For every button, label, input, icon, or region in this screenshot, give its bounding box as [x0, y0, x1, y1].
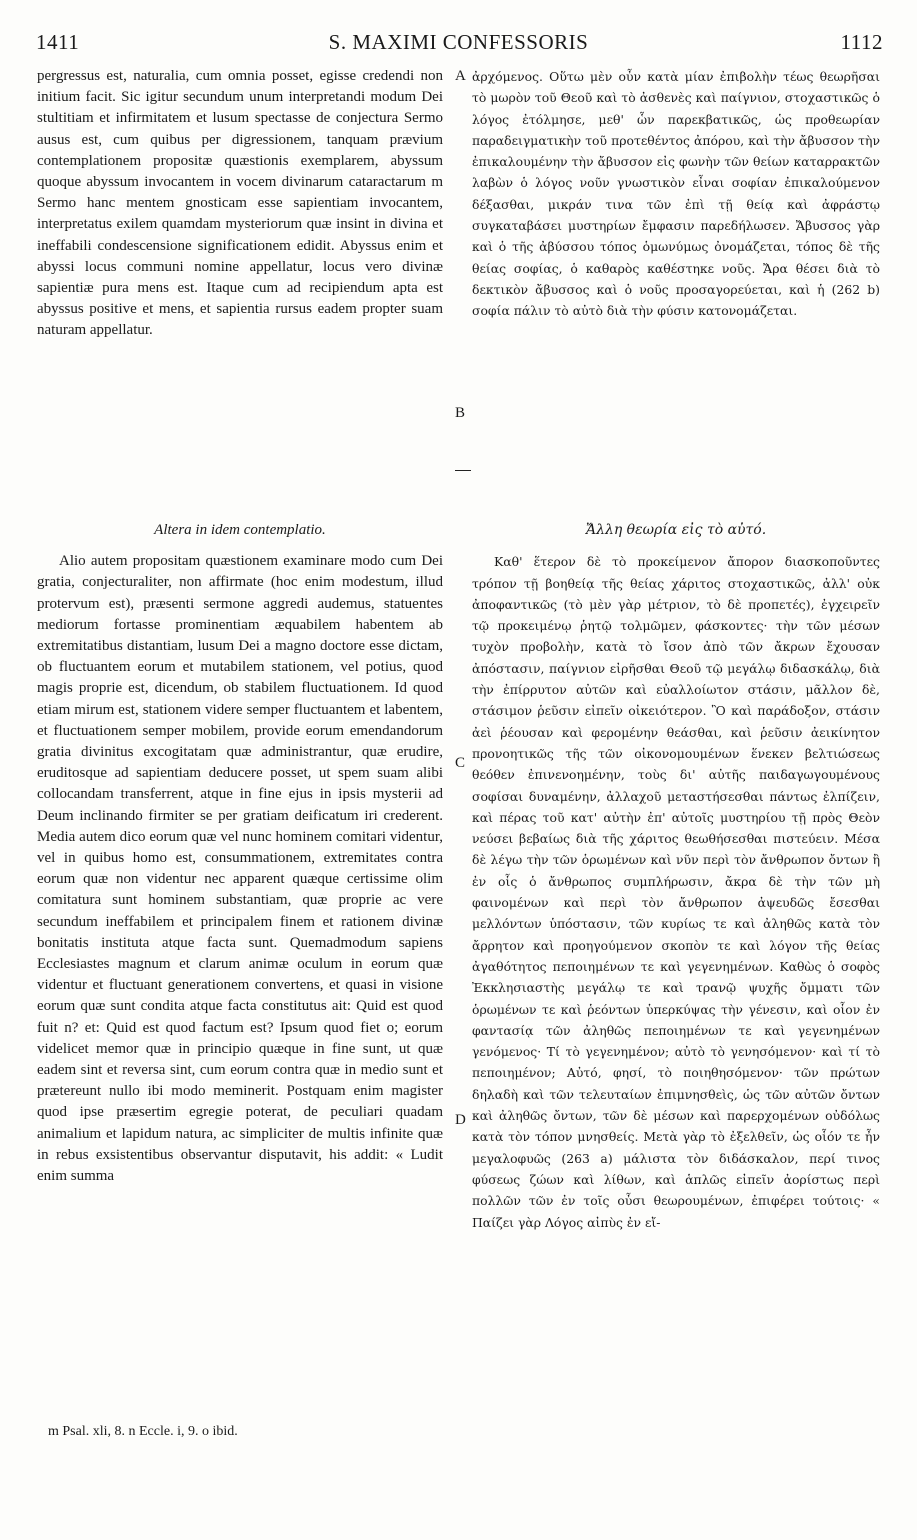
latin-section — [37, 520, 443, 1187]
running-title: S. MAXIMI CONFESSORIS — [328, 30, 589, 54]
latin-opening-text: pergressus est, naturalia, cum omnia posset, egisse credendi non initium facit. Sic igitur secundum unum interpretandi modum Dei stultitiam et infirmitatem et lusum spectasse de conjectura Sermo ausus est, cum quibus per digressionem, tanquam prævium contemplationem propositæ quæstionis exemplarem, abyssum quoque abyssum invocantem in vocem divinarum cataractarum m Sermo hanc mentem gnosticam esse sapientiam invocantem, interpretatus exilem quamdam mysteriorum quæ insint in divina et ineffabili condescensione significationem edidit. Abyssus enim et abyssi locus communi nomine appellatur, locus vero divinæ sapientiæ pura mens est. Itaque cum ad recipiendum apta est abyssus positive et mens, et sapientia rursus eadem propter suam naturam appellatur. — [37, 68, 443, 339]
margin-letter-c: C — [455, 755, 466, 771]
running-header — [28, 30, 889, 64]
left-page-number: 1411 — [36, 30, 80, 54]
footnotes: m Psal. xli, 8. n Eccle. i, 9. o ibid. — [48, 1424, 238, 1439]
greek-opening — [472, 66, 880, 322]
greek-opening-text: ἀρχόμενος. Οὕτω μὲν οὖν κατὰ μίαν ἐπιβολὴν τέως θεωρῆσαι τὸ μωρὸν τοῦ Θεοῦ καὶ τὸ ἀσθενὲς καὶ παίγνιον, στοχαστικῶς ὁ λόγος ἐτόλμησε, μεθ' ὧν παρεκβατικῶς, ὡς προθεωρίαν παραδειγματικὴν τοῦ προτεθέντος ἀπόρου, καὶ τὴν ἄβυσσον τὴν ἐπικαλουμένην τὴν ἄβυσσον εἰς φωνὴν τῶν θείων καταρρακτῶν λαβὼν ὁ λόγος νοῦν γνωστικὸν εἶναι σοφίαν ἐπικαλούμενον δέξασθαι, μικράν τινα τῶν ἐπὶ τῇ θείᾳ καὶ ἀφράστῳ συγκαταβάσει μυστηρίων ἔμφασιν παρεδήλωσεν. Ἄβυσσος γὰρ καὶ ὁ τῆς ἀβύσσου τόπος ὁμωνύμως ὀνομάζεται, τόπος δὲ τῆς θείας σοφίας, ὁ καθαρὸς καθέστηκε νοῦς. Ἄρα θέσει διὰ τὸ δεκτικὸν ἄβυσσος καὶ ὁ νοῦς προσαγορεύεται, καὶ ἡ (262 b) σοφία πάλιν τὸ αὐτὸ διὰ τὴν φύσιν κατονομάζεται. — [472, 69, 880, 319]
greek-section — [472, 520, 880, 1233]
latin-opening — [37, 66, 443, 342]
margin-letter-b: B — [455, 405, 466, 421]
latin-section-text: Alio autem propositam quæstionem examinare modo cum Dei gratia, conjecturaliter, non affirmate (hoc enim modestum, illud protervum est), præsenti sermone aggredi audemus, statuentes mediorum fortasse prominentiam æquabilem habentem ab extremitatibus distantiam, lusum Dei a magno doctore esse dictam, ob fluctuantem eorum et mutabilem stationem, vel potius, quod magis proprie est, dicendum, ob stabilem fluctuationem. Id quod etiam mirum est, stationem videre semper fluctuantem et labentem, et fluctuationem semper mobilem, provide eorum emendandorum gratia divinitus excogitatam quæ administrantur, quæ erudire, eruditosque ad sapientiam deducere posset, ut spem suam alibi collocandam transferrent, atque in fine ejus in ipsis mysterii ad Deum inclinando firmiter se per gratiam deificatum iri crederent. Media autem dico eorum quæ vel nunc hominem comitari videntur, vel in quibus homo est, consummationem, extremitates contra eorum quæ non videntur nec apparent quæque certissime olim comitatura sunt hominem substantiam, quæ proprie ac vere secundum ineffabilem et principalem finem et rationem divinæ bonitatis instituta atque facta sunt. Quemadmodum sapiens Ecclesiastes magnum et clarum animæ oculum in eorum quæ videntur et fluctuant generationem convertens, et quasi in visione eorum quæ sunt condita atque facta constitutus ait: Quid est quod fuit n? et: Quid est quod factum est? Ipsum quod fiet o; eorum videlicet memor quæ in principio quæque in fine sunt, ut quæ eadem sint et reversa sint, cum eorum contra quæ in medio sunt et prætereunt nullo ibi modo meminerit. Postquam enim magister quod ipse præsertim egregie poterat, de peculiari quadam animalium et lapidum natura, ac simpliciter de multis infinite quæ in rebus exsistentibus observantur disputavit, his addit: « Ludit enim summa — [37, 553, 443, 1185]
right-page-number: 1112 — [840, 30, 883, 54]
latin-section-title: Altera in idem contemplatio. — [154, 522, 326, 538]
margin-letter-d: D — [455, 1112, 466, 1128]
greek-section-text: Καθ' ἕτερον δὲ τὸ προκείμενον ἄπορον διασκοποῦντες τρόπον τῇ βοηθείᾳ τῆς θείας χάριτος στοχαστικῶς, ἀλλ' οὐκ ἀποφαντικῶς (τὸ μὲν γὰρ μέτριον, τὸ δὲ προπετές), ἐγχειρεῖν τῷ προκειμένῳ ῥητῷ τολμῶμεν, φάσκοντες· τὴν τῶν μέσων τυχὸν προβολὴν, κατὰ τὸ ἴσον ἀπὸ τῶν ἄκρων ἔχουσαν ἀπόστασιν, παίγνιον εἰρῆσθαι Θεοῦ τῷ μεγάλῳ διδασκάλῳ, διὰ τὴν ἐπίρρυτον αὐτῶν καὶ εὐαλλοίωτον στάσιν, μᾶλλον δὲ, στάσιμον ῥεῦσιν εἰπεῖν οἰκειότερον. Ὃ καὶ παράδοξον, στάσιν ἀεὶ ῥέουσαν καὶ φερομένην θεάσθαι, καὶ ῥεῦσιν ἀεικίνητον προνοητικῶς τῆς τῶν οἰκονομουμένων ἕνεκεν βελτιώσεως θεόθεν ἐπινενοημένην, τοὺς δι' αὐτῆς παιδαγωγουμένους σοφίσαι δυναμένην, ἀλλαχοῦ μεταστήσεσθαι πάντως ἐλπίζειν, καὶ πέρας τοῦ κατ' αὐτὴν ἐπ' αὐτοῖς μυστηρίου τῇ πρὸς Θεὸν νεύσει βεβαίως διὰ τῆς χάριτος θεωθήσεσθαι πιστεύειν. Μέσα δὲ λέγω τὴν τῶν ὁρωμένων καὶ νῦν περὶ τὸν ἄνθρωπον ὄντων ἢ ἐν οἷς ὁ ἄνθρωπος συμπλήρωσιν, ἄκρα δὲ τὴν τῶν μὴ φαινομένων καὶ περὶ τὸν ἄνθρωπον ἀψευδῶς ἔσεσθαι μελλόντων ὑπόστασιν, τῶν κυρίως τε καὶ ἀληθῶς κατὰ τὸν ἄρρητον καὶ προηγούμενον σκοπὸν τε καὶ λόγον τῆς θείας ἀγαθότητος πεποιημένων τε καὶ γεγενημένων. Καθὼς ὁ σοφὸς Ἐκκλησιαστὴς μεγάλῳ τε καὶ τρανῷ ψυχῆς ὄμματι τῶν ὁρωμένων τε καὶ ῥεόντων ὑπερκύψας τὴν γένεσιν, καὶ οἷον ἐν φαντασίᾳ τῶν ἀληθῶς πεποιημένων τε καὶ γεγενημένων γενόμενος· Τί τὸ γεγενημένον; αὐτὸ τὸ γενησόμενον· καὶ τί τὸ πεποιημένον; Αὐτό, φησί, τὸ ποιηθησόμενον· τῶν πρώτων δηλαδὴ καὶ τῶν τελευταίων ἐπιμνησθεὶς, ὡς τῶν αὐτῶν ὄντων καὶ ἀληθῶς ὄντων, τῶν δὲ μέσων καὶ παρερχομένων οὐδόλως κατὰ τὸν τόπον μνησθείς. Μετὰ γὰρ τὸ ἐξελθεῖν, ὡς οἷόν τε ἦν μεγαλοφυῶς (263 a) μάλιστα τὸν διδάσκαλον, περί τινος φύσεως ζώων καὶ λίθων, καὶ ἁπλῶς εἰπεῖν ἀορίστως περὶ πολλῶν τῶν ἐν τοῖς οὖσι θεωρουμένων, ἐπιφέρει τούτοις· « Παίζει γὰρ Λόγος αἰπὺς ἐν εἴ- — [472, 554, 880, 1230]
greek-section-title: Ἄλλη θεωρία εἰς τὸ αὐτό. — [585, 522, 767, 538]
section-separator — [455, 470, 471, 471]
margin-letter-a: A — [455, 68, 466, 84]
